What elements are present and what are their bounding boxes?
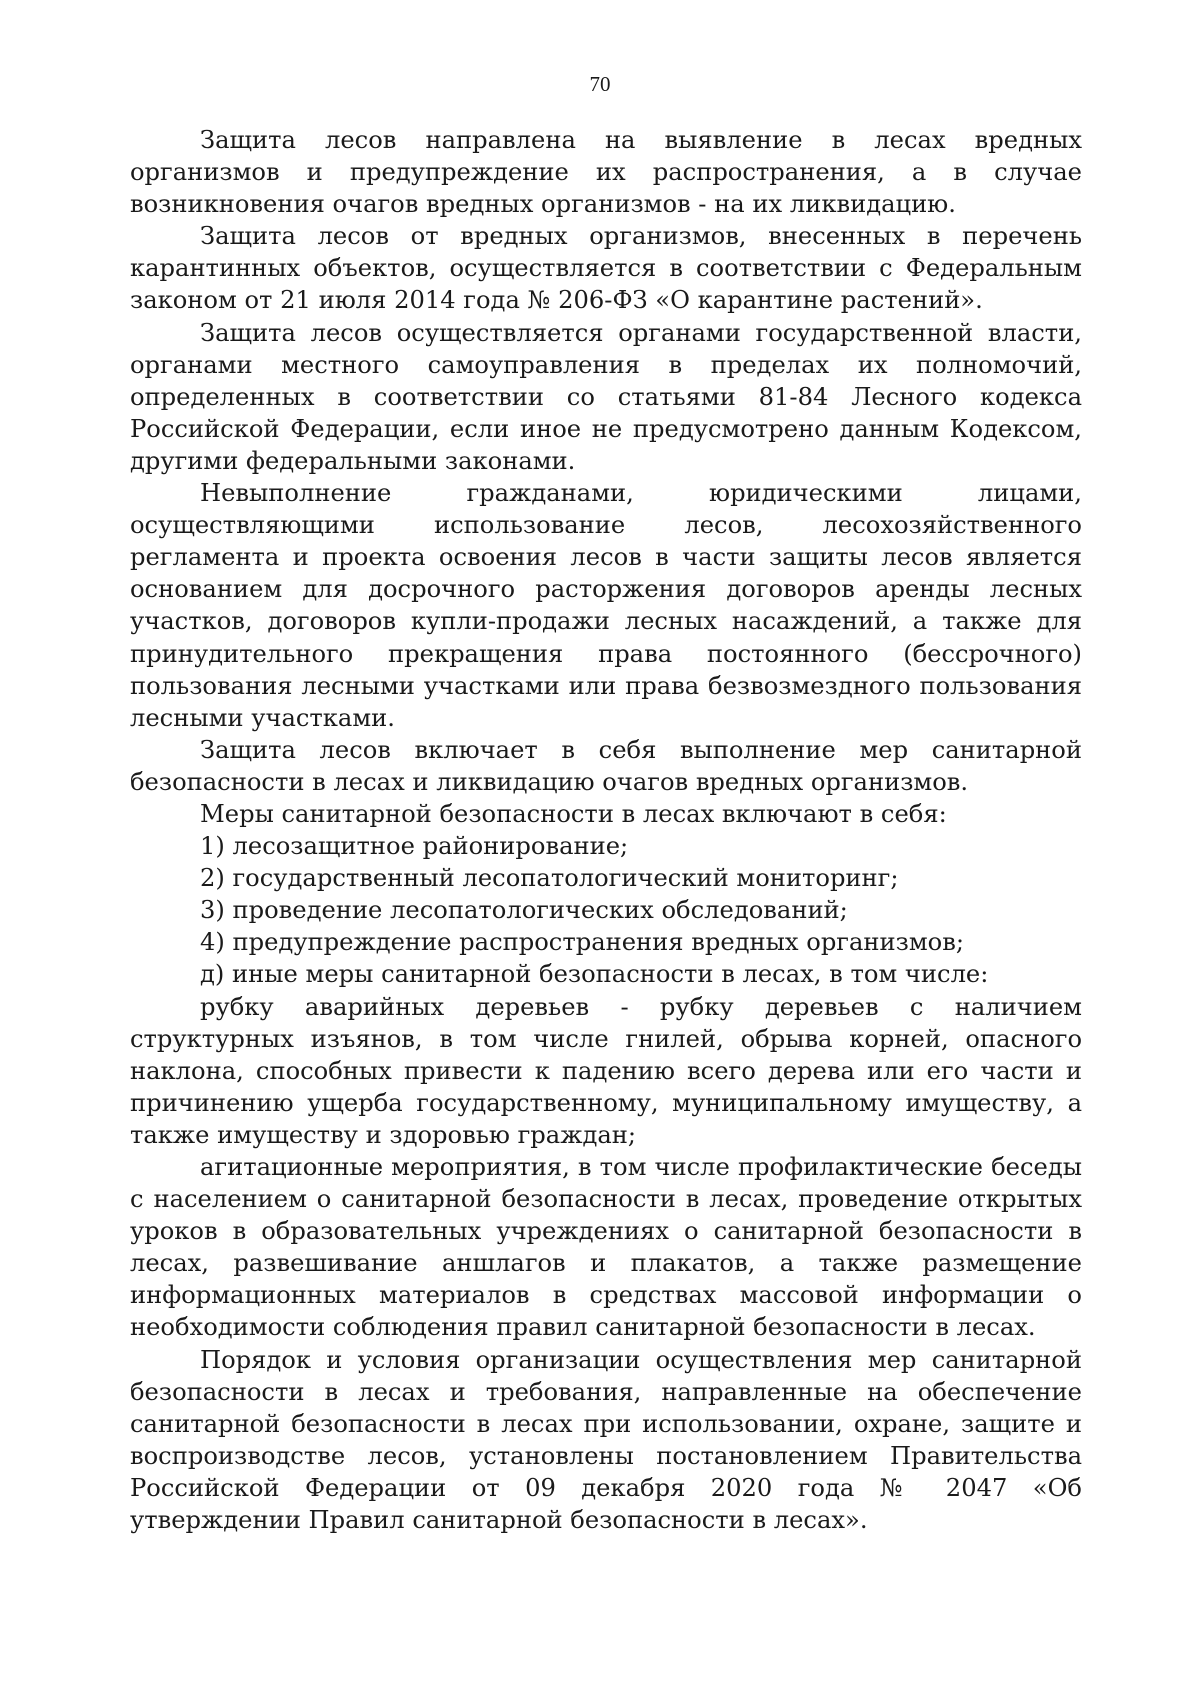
- document-body: [130, 124, 1082, 1536]
- page-number: 70: [589, 72, 611, 96]
- list-item-prevention: 4) предупреждение распространения вредных организмов;: [200, 928, 964, 957]
- list-item-other-measures: д) иные меры санитарной безопасности в лесах, в том числе:: [200, 960, 989, 989]
- paragraph-quarantine-objects: Защита лесов от вредных организмов, внесенных в перечень карантинных объектов, осуществляется в соответствии с Федеральным законом от 21 июля 2014 года № 206-ФЗ «О карантине растений».: [130, 222, 1082, 315]
- paragraph-awareness-activities: агитационные мероприятия, в том числе профилактические беседы с населением о санитарной безопасности в лесах, проведение открытых уроков в образовательных учреждениях о санитарной безопасности в лесах, развешивание аншлагов и плакатов, а также размещение информационных материалов в средствах массовой информации о необходимости соблюдения правил санитарной безопасности в лесах.: [130, 1153, 1082, 1342]
- list-item-surveys: 3) проведение лесопатологических обследований;: [200, 896, 848, 925]
- paragraph-protection-includes: Защита лесов включает в себя выполнение мер санитарной безопасности в лесах и ликвидацию очагов вредных организмов.: [130, 735, 1082, 796]
- paragraph-authorities: Защита лесов осуществляется органами государственной власти, органами местного самоуправления в пределах их полномочий, определенных в соответствии со статьями 81-84 Лесного кодекса Российской Федерации, если иное не предусмотрено данным Кодексом, другими федеральными законами.: [130, 318, 1082, 475]
- paragraph-forest-protection-purpose: Защита лесов направлена на выявление в лесах вредных организмов и предупреждение их распространения, а в случае возникновения очагов вредных организмов - на их ликвидацию.: [130, 126, 1082, 219]
- list-item-zoning: 1) лесозащитное районирование;: [200, 832, 629, 861]
- paragraph-measures-intro: Меры санитарной безопасности в лесах включают в себя:: [200, 799, 947, 828]
- paragraph-hazard-tree-felling: рубку аварийных деревьев - рубку деревьев с наличием структурных изъянов, в том числе гнилей, обрыва корней, опасного наклона, способных привести к падению всего дерева или его части и причинению ущерба государственному, муниципальному имуществу, а также имуществу и здоровью граждан;: [130, 992, 1082, 1149]
- paragraph-procedure-resolution: Порядок и условия организации осуществления мер санитарной безопасности в лесах и требования, направленные на обеспечение санитарной безопасности в лесах при использовании, охране, защите и воспроизводстве лесов, установлены постановлением Правительства Российской Федерации от 09 декабря 2020 года № 2047 «Об утверждении Правил санитарной безопасности в лесах».: [130, 1345, 1082, 1535]
- paragraph-non-compliance: Невыполнение гражданами, юридическими лицами, осуществляющими использование лесов, лесохозяйственного регламента и проекта освоения лесов в части защиты лесов является основанием для досрочного расторжения договоров аренды лесных участков, договоров купли-продажи лесных насаждений, а также для принудительного прекращения права постоянного (бессрочного) пользования лесными участками или права безвозмездного пользования лесными участками.: [130, 479, 1082, 732]
- list-item-monitoring: 2) государственный лесопатологический мониторинг;: [200, 864, 899, 893]
